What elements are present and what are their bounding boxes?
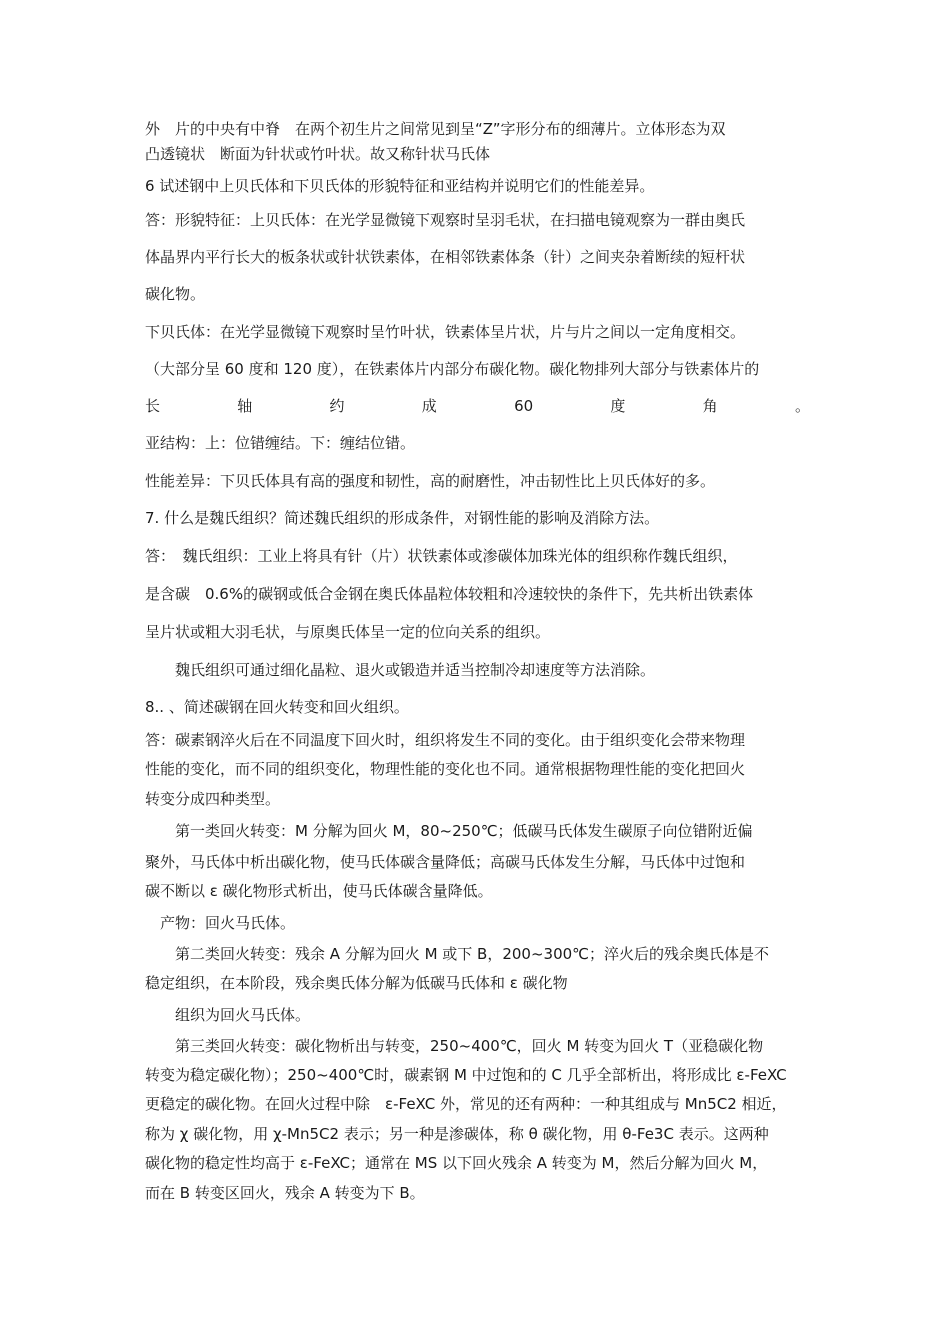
text-line: 稳定组织，在本阶段，残余奥氏体分解为低碳马氏体和 ε 碳化物 — [145, 974, 568, 992]
text-line: 产物：回火马氏体。 — [145, 914, 296, 932]
text-line: 组织为回火马氏体。 — [145, 1006, 311, 1024]
text-line: 碳化物。 — [145, 285, 206, 303]
spread-word: 轴 — [237, 397, 253, 415]
text-line: 性能差异：下贝氏体具有高的强度和韧性，高的耐磨性，冲击韧性比上贝氏体好的多。 — [145, 472, 716, 490]
text-line: 转变为稳定碳化物）；250~400℃时，碳素钢 M 中过饱和的 C 几乎全部析出，将形成比 ε-FeXC — [145, 1066, 787, 1084]
text-line: （大部分呈 60 度和 120 度），在铁素体片内部分布碳化物。碳化物排列大部分与铁素体片的 — [145, 360, 760, 378]
text-line: 碳不断以 ε 碳化物形式析出，使马氏体碳含量降低。 — [145, 882, 493, 900]
text-line: 体晶界内平行长大的板条状或针状铁素体，在相邻铁素体条（针）之间夹杂着断续的短杆状 — [145, 248, 746, 266]
spread-word: 度 — [610, 397, 626, 415]
text-line: 外 片的中央有中脊 在两个初生片之间常见到呈“Z”字形分布的细薄片。立体形态为双 — [145, 120, 726, 138]
text-line: 碳化物的稳定性均高于 ε-FeXC；通常在 MS 以下回火残余 A 转变为 M，然后分解为回火 M， — [145, 1154, 768, 1172]
text-line: 是含碳 0.6%的碳钢或低合金钢在奥氏体晶粒体较粗和冷速较快的条件下，先共析出铁素体 — [145, 585, 754, 603]
spread-word: 约 — [329, 397, 345, 415]
text-line: 答：碳素钢淬火后在不同温度下回火时，组织将发生不同的变化。由于组织变化会带来物理 — [145, 731, 746, 749]
text-line: 下贝氏体：在光学显微镜下观察时呈竹叶状，铁素体呈片状，片与片之间以一定角度相交。 — [145, 323, 746, 341]
text-line: 亚结构：上：位错缠结。下：缠结位错。 — [145, 434, 416, 452]
text-line: 聚外，马氏体中析出碳化物，使马氏体碳含量降低；高碳马氏体发生分解，马氏体中过饱和 — [145, 853, 746, 871]
spread-word: 成 — [421, 397, 437, 415]
spread-word: 60 — [514, 397, 534, 415]
text-line: 答： 魏氏组织：工业上将具有针（片）状铁素体或渗碳体加珠光体的组织称作魏氏组织， — [145, 547, 738, 565]
spread-word: 角 — [702, 397, 718, 415]
question-heading: 8.. 、简述碳钢在回火转变和回火组织。 — [145, 698, 409, 716]
spread-text-line — [145, 395, 810, 417]
text-line: 第一类回火转变：M 分解为回火 M，80~250℃；低碳马氏体发生碳原子向位错附近偏 — [145, 822, 753, 840]
spread-word: 长 — [145, 397, 161, 415]
question-heading: 7. 什么是魏氏组织？简述魏氏组织的形成条件，对钢性能的影响及消除方法。 — [145, 509, 660, 527]
text-line: 性能的变化，而不同的组织变化，物理性能的变化也不同。通常根据物理性能的变化把回火 — [145, 760, 746, 778]
text-line: 答：形貌特征：上贝氏体：在光学显微镜下观察时呈羽毛状，在扫描电镜观察为一群由奥氏 — [145, 211, 746, 229]
text-line: 称为 χ 碳化物，用 χ-Mn5C2 表示；另一种是渗碳体，称 θ 碳化物，用 θ-Fe3C 表示。这两种 — [145, 1125, 769, 1143]
question-heading: 6 试述钢中上贝氏体和下贝氏体的形貌特征和亚结构并说明它们的性能差异。 — [145, 177, 655, 195]
text-line: 第二类回火转变：残余 A 分解为回火 M 或下 B，200~300℃；淬火后的残余奥氏体是不 — [145, 945, 770, 963]
text-line: 凸透镜状 断面为针状或竹叶状。故又称针状马氏体 — [145, 145, 491, 163]
text-line: 转变分成四种类型。 — [145, 790, 281, 808]
text-line: 更稳定的碳化物。在回火过程中除 ε-FeXC 外，常见的还有两种：一种其组成与 Mn5C2 相近， — [145, 1095, 787, 1113]
text-line: 第三类回火转变：碳化物析出与转变，250~400℃，回火 M 转变为回火 T（亚稳碳化物 — [145, 1037, 764, 1055]
text-line: 而在 B 转变区回火，残余 A 转变为下 B。 — [145, 1184, 425, 1202]
text-line: 魏氏组织可通过细化晶粒、退火或锻造并适当控制冷却速度等方法消除。 — [145, 661, 656, 679]
text-line: 呈片状或粗大羽毛状，与原奥氏体呈一定的位向关系的组织。 — [145, 623, 551, 641]
spread-word: 。 — [794, 397, 810, 415]
